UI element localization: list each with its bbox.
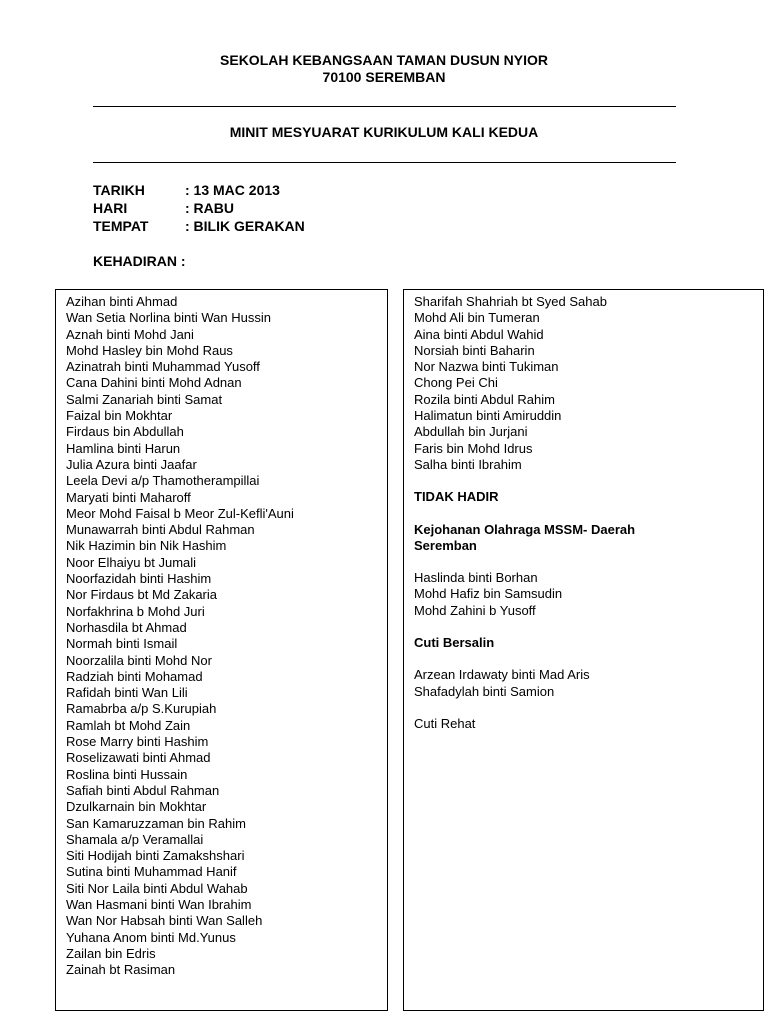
list-item: Arzean Irdawaty binti Mad Aris xyxy=(414,667,590,683)
date-label: TARIKH xyxy=(93,182,145,198)
list-item: Chong Pei Chi xyxy=(414,375,498,391)
list-item: Rose Marry binti Hashim xyxy=(66,734,209,750)
meeting-details xyxy=(93,181,305,235)
list-item: Mohd Zahini b Yusoff xyxy=(414,602,536,618)
list-item: San Kamaruzzaman bin Rahim xyxy=(66,815,246,831)
list-item: Yuhana Anom binti Md.Yunus xyxy=(66,929,236,945)
list-item: Mohd Ali bin Tumeran xyxy=(414,310,540,326)
attendee-list-right xyxy=(414,294,763,473)
date-row xyxy=(93,181,305,199)
list-item: Rafidah binti Wan Lili xyxy=(66,685,188,701)
day-value: : RABU xyxy=(185,200,234,216)
list-item: Sutina binti Muhammad Hanif xyxy=(66,864,237,880)
list-item: Norfakhrina b Mohd Juri xyxy=(66,603,205,619)
list-item: Shamala a/p Veramallai xyxy=(66,831,204,847)
list-item: Rozila binti Abdul Rahim xyxy=(414,391,555,407)
list-item: Meor Mohd Faisal b Meor Zul-Kefli'Auni xyxy=(66,505,294,521)
top-divider xyxy=(93,106,676,107)
list-item: Shafadylah binti Samion xyxy=(414,683,555,699)
list-item: Zailan bin Edris xyxy=(66,945,156,961)
sports-event-absentee-list xyxy=(414,570,763,619)
list-item: Mohd Hafiz bin Samsudin xyxy=(414,586,563,602)
list-item: Cana Dahini binti Mohd Adnan xyxy=(66,375,242,391)
maternity-leave-heading: Cuti Bersalin xyxy=(414,635,495,651)
list-item: Faizal bin Mokhtar xyxy=(66,408,173,424)
list-item: Nik Hazimin bin Nik Hashim xyxy=(66,538,227,554)
list-item: Azinatrah binti Muhammad Yusoff xyxy=(66,359,260,375)
sports-event-heading: Kejohanan Olahraga MSSM- Daerah Seremban xyxy=(414,521,636,553)
list-item: Nor Firdaus bt Md Zakaria xyxy=(66,587,217,603)
minutes-title: MINIT MESYUARAT KURIKULUM KALI KEDUA xyxy=(229,124,539,140)
venue-row xyxy=(93,217,305,235)
list-item: Faris bin Mohd Idrus xyxy=(414,440,533,456)
list-item: Firdaus bin Abdullah xyxy=(66,424,184,440)
list-item: Abdullah bin Jurjani xyxy=(414,424,528,440)
list-item: Siti Nor Laila binti Abdul Wahab xyxy=(66,880,248,896)
list-item: Noor Elhaiyu bt Jumali xyxy=(66,554,197,570)
day-label: HARI xyxy=(93,200,128,216)
list-item: Hamlina binti Harun xyxy=(66,440,181,456)
list-item: Salha binti Ibrahim xyxy=(414,456,522,472)
venue-label: TEMPAT xyxy=(93,218,149,234)
list-item: Noorzalila binti Mohd Nor xyxy=(66,652,212,668)
attendance-label: KEHADIRAN : xyxy=(93,253,186,269)
list-item: Normah binti Ismail xyxy=(66,636,178,652)
list-item: Halimatun binti Amiruddin xyxy=(414,408,562,424)
venue-value: : BILIK GERAKAN xyxy=(185,218,305,234)
list-item: Ramabrba a/p S.Kurupiah xyxy=(66,701,217,717)
list-item: Wan Hasmani binti Wan Ibrahim xyxy=(66,896,252,912)
maternity-leave-absentee-list xyxy=(414,667,763,700)
list-item: Azihan binti Ahmad xyxy=(66,294,178,309)
list-item: Dzulkarnain bin Mokhtar xyxy=(66,799,207,815)
list-item: Roslina binti Hussain xyxy=(66,766,188,782)
list-item: Safiah binti Abdul Rahman xyxy=(66,782,220,798)
school-address: 70100 SEREMBAN xyxy=(322,69,446,85)
list-item: Julia Azura binti Jaafar xyxy=(66,456,197,472)
list-item: Salmi Zanariah binti Samat xyxy=(66,391,223,407)
document-header xyxy=(0,52,768,86)
list-item: Norsiah binti Baharin xyxy=(414,342,535,358)
list-item: Sharifah Shahriah bt Syed Sahab xyxy=(414,294,607,309)
list-item: Nor Nazwa binti Tukiman xyxy=(414,359,559,375)
absent-heading: TIDAK HADIR xyxy=(414,489,499,505)
list-item: Munawarrah binti Abdul Rahman xyxy=(66,522,255,538)
list-item: Norhasdila bt Ahmad xyxy=(66,619,187,635)
list-item: Radziah binti Mohamad xyxy=(66,668,203,684)
list-item: Roselizawati binti Ahmad xyxy=(66,750,211,766)
attendee-list-left xyxy=(66,294,387,978)
list-item: Wan Setia Norlina binti Wan Hussin xyxy=(66,310,271,326)
list-item: Maryati binti Maharoff xyxy=(66,489,191,505)
date-value: : 13 MAC 2013 xyxy=(185,182,280,198)
attendance-box-right xyxy=(403,289,764,1011)
list-item: Noorfazidah binti Hashim xyxy=(66,571,212,587)
list-item: Mohd Hasley bin Mohd Raus xyxy=(66,342,233,358)
list-item: Aznah binti Mohd Jani xyxy=(66,326,194,342)
title-divider xyxy=(93,162,676,163)
day-row xyxy=(93,199,305,217)
list-item: Leela Devi a/p Thamotherampillai xyxy=(66,473,260,489)
rest-leave-heading: Cuti Rehat xyxy=(414,715,476,731)
list-item: Zainah bt Rasiman xyxy=(66,962,176,978)
list-item: Aina binti Abdul Wahid xyxy=(414,326,544,342)
list-item: Haslinda binti Borhan xyxy=(414,570,538,586)
school-name: SEKOLAH KEBANGSAAN TAMAN DUSUN NYIOR xyxy=(220,52,548,68)
attendance-box-left xyxy=(55,289,388,1011)
list-item: Siti Hodijah binti Zamakshshari xyxy=(66,848,245,864)
list-item: Ramlah bt Mohd Zain xyxy=(66,717,191,733)
list-item: Wan Nor Habsah binti Wan Salleh xyxy=(66,913,263,929)
